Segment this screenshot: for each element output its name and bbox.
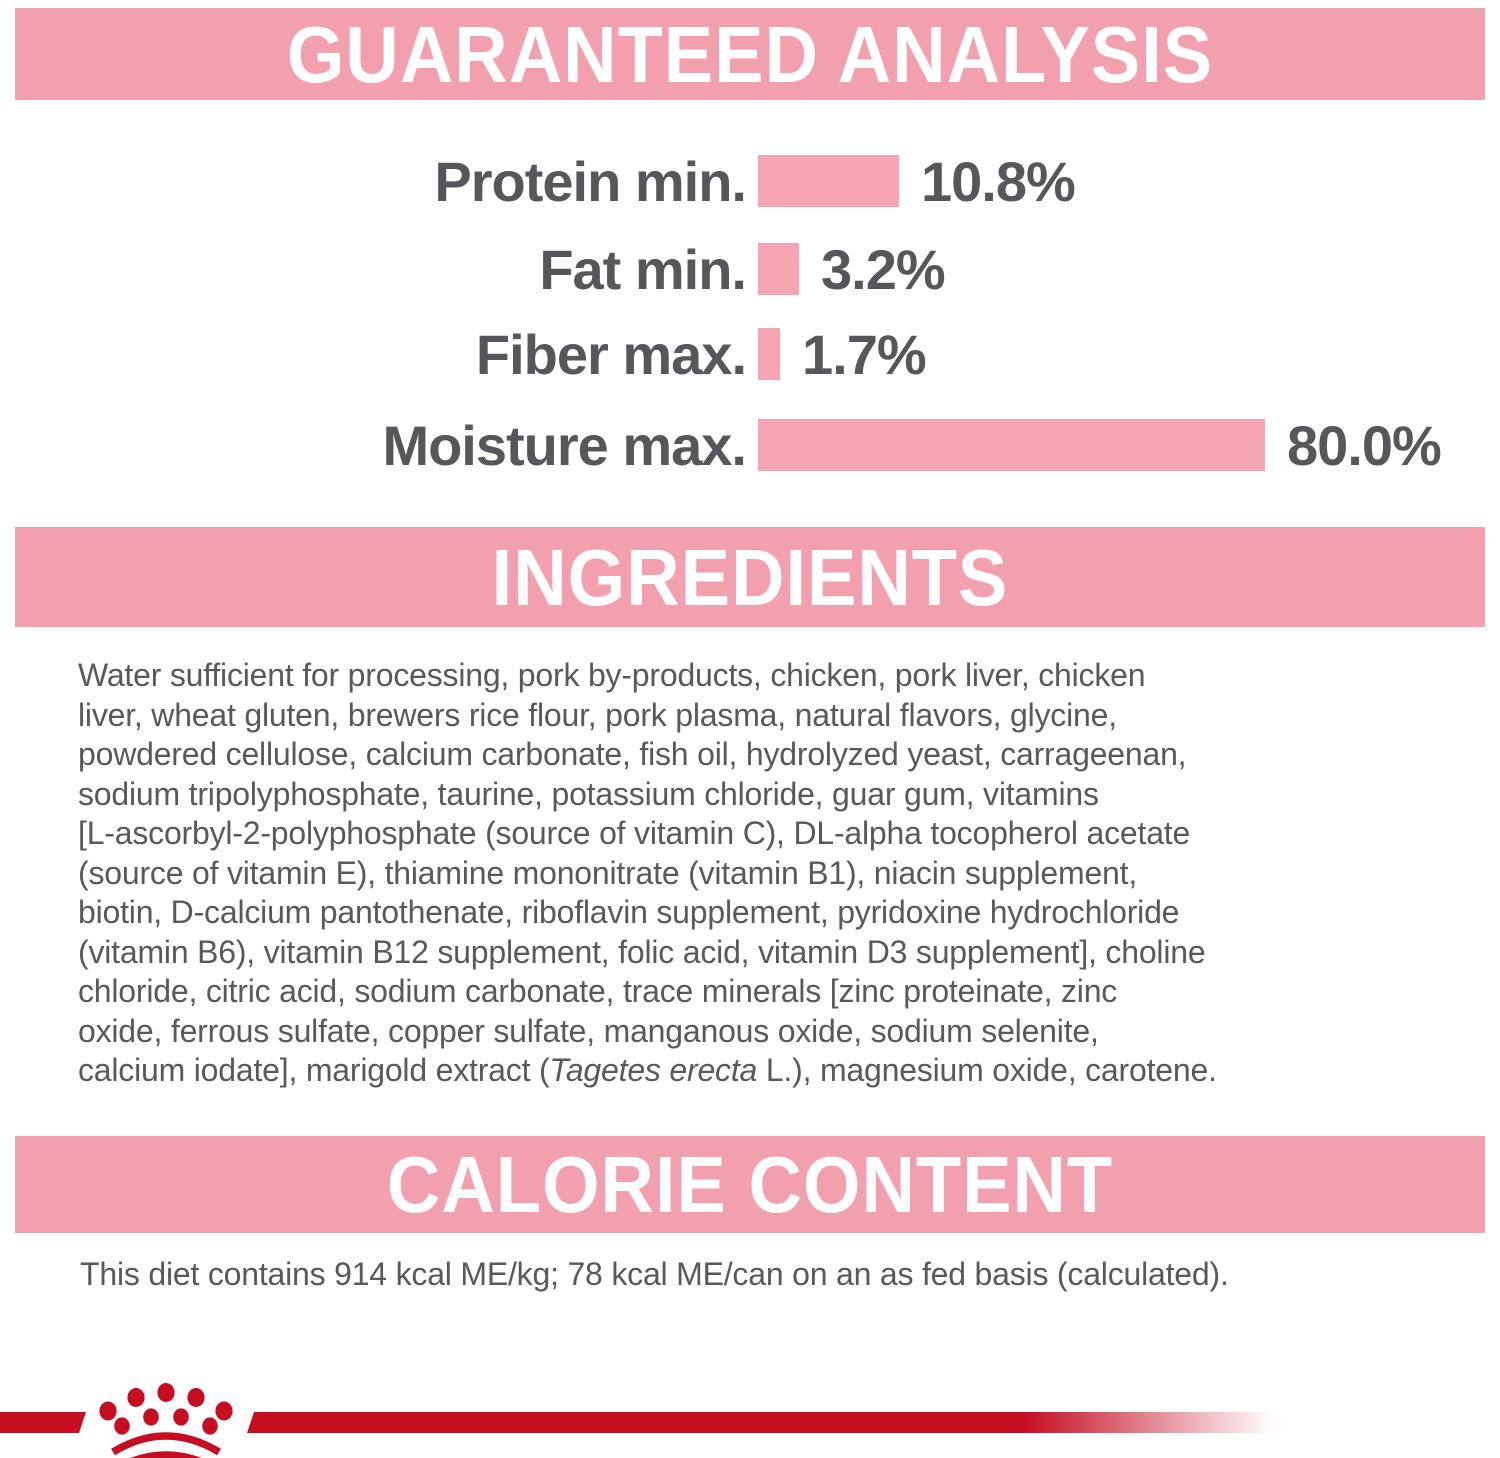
analysis-label: Moisture max. xyxy=(382,413,746,477)
ingredient-line: powdered cellulose, calcium carbonate, fish oil, hydrolyzed yeast, carrageenan, xyxy=(78,736,1187,772)
analysis-bar xyxy=(758,328,780,380)
crown-paw-arcs xyxy=(113,1436,219,1458)
ingredients-paragraph xyxy=(78,656,1478,1091)
analysis-row xyxy=(0,413,1500,477)
guaranteed-analysis-chart xyxy=(0,0,1500,520)
ingredient-line: (source of vitamin E), thiamine mononitrate (vitamin B1), niacin supplement, xyxy=(78,854,1138,891)
analysis-value: 10.8% xyxy=(921,149,1075,213)
calorie-content-banner xyxy=(15,1136,1485,1233)
analysis-label: Fat min. xyxy=(539,237,746,301)
analysis-value: 1.7% xyxy=(802,322,926,386)
ingredient-line: biotin, D-calcium pantothenate, riboflavin supplement, pyridoxine hydrochloride xyxy=(78,894,1180,930)
analysis-row xyxy=(0,322,1500,386)
calorie-content-title: CALORIE CONTENT xyxy=(386,1139,1114,1230)
ingredient-line: [L-ascorbyl-2-polyphosphate (source of vitamin C), DL-alpha tocopherol acetate xyxy=(78,815,1191,851)
brand-rule-right xyxy=(247,1412,1500,1433)
analysis-label: Fiber max. xyxy=(475,322,746,386)
ingredient-line: liver, wheat gluten, brewers rice flour, pork plasma, natural flavors, glycine, xyxy=(78,696,1117,733)
analysis-bar xyxy=(758,419,1265,471)
guaranteed-analysis-title: GUARANTEED ANALYSIS xyxy=(286,9,1214,99)
ingredient-line: Water sufficient for processing, pork by-products, chicken, pork liver, chicken xyxy=(78,657,1146,693)
analysis-row xyxy=(0,237,1500,301)
crown-paw-dots xyxy=(99,1383,232,1435)
ingredient-line: (vitamin B6), vitamin B12 supplement, folic acid, vitamin D3 supplement], choline xyxy=(78,933,1206,970)
ingredient-line: chloride, citric acid, sodium carbonate, trace minerals [zinc proteinate, zinc xyxy=(78,973,1118,1009)
analysis-value: 3.2% xyxy=(821,237,945,301)
ingredients-banner xyxy=(15,527,1485,627)
ingredient-line: calcium iodate], marigold extract (Tagetes erecta L.), magnesium oxide, carotene. xyxy=(78,1052,1217,1088)
ingredient-line: sodium tripolyphosphate, taurine, potassium chloride, guar gum, vitamins xyxy=(78,775,1099,812)
analysis-value: 80.0% xyxy=(1287,413,1441,477)
crown-paw-logo xyxy=(86,1374,246,1458)
analysis-row xyxy=(0,149,1500,213)
ingredients-title: INGREDIENTS xyxy=(491,532,1009,622)
analysis-bar xyxy=(758,155,899,207)
calorie-content-text: This diet contains 914 kcal ME/kg; 78 kcal ME/can on an as fed basis (calculated). xyxy=(80,1256,1229,1292)
analysis-bar xyxy=(758,243,799,295)
brand-rule-left xyxy=(0,1412,86,1433)
analysis-label: Protein min. xyxy=(434,149,746,213)
ingredient-line: oxide, ferrous sulfate, copper sulfate, manganous oxide, sodium selenite, xyxy=(78,1012,1099,1049)
